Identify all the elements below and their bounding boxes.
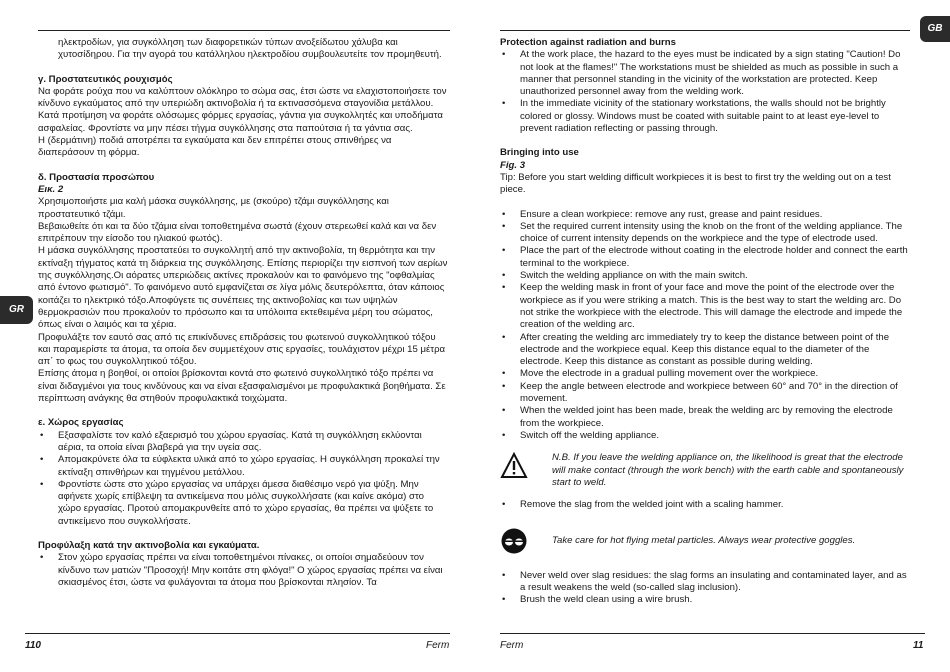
section-d-heading: δ. Προστασία προσώπου [38, 171, 155, 183]
goggles-note-text: Take care for hot flying metal particles. Always wear protective goggles. [552, 535, 856, 547]
warning-note [500, 452, 910, 489]
goggles-note [500, 527, 910, 547]
intro-paragraph: ηλεκτροδίων, για συγκόλληση των διαφορετικών τύπων ανοξείδωτου χάλυβα και χυτοσίδηρου. Για την αγορά του κατάλληλου ηλεκτροδίου συμβουλευτείτε τον προμηθευτή. [58, 37, 442, 61]
right-text-column [500, 37, 910, 607]
page-number-right: 11 [913, 640, 924, 651]
tip-paragraph: Tip: Before you start welding difficult workpieces it is best to first try the welding out on a test piece. [500, 171, 891, 196]
steps-list [500, 209, 910, 443]
list-item: • Φροντίστε ώστε στο χώρο εργασίας να υπάρχει άμεσα διαθέσιμο νερό για ψύξη. Μην αφήνετε χωρίς επίβλεψη τα αντικείμενα που μόλις συγκολλήσατε (και καίνε ακόμα) στο χώρο εργασίας. Προτού απομακρυνθείτε από το χώρο εργασίας, θα πρέπει να ψύξετε το αντικείμενο που συγκολλήσατε. [38, 479, 448, 528]
top-rule [500, 30, 910, 31]
list-item: • Place the part of the electrode without coating in the electrode holder and connect the earth terminal to the workpiece. [500, 245, 910, 270]
section-c-heading: γ. Προστατευτικός ρουχισμός [38, 73, 173, 85]
final-list [500, 570, 910, 607]
list-item: • In the immediate vicinity of the stationary workstations, the walls should not be brightly colored or glossy. Windows must be coated with suitable paint to at least eye-level to prevent radiation reflecting or passing through. [500, 98, 910, 135]
warning-triangle-icon [500, 452, 528, 480]
section-f-heading: Προφύλαξη κατά την ακτινοβολία και εγκαύματα. [38, 539, 260, 551]
list-item: • Switch off the welding appliance. [500, 430, 910, 442]
list-item: • Set the required current intensity using the knob on the front of the welding appliance. The choice of current intensity depends on the workpiece and the type of electrode used. [500, 221, 910, 246]
list-item: • Στον χώρο εργασίας πρέπει να είναι τοποθετημένοι πίνακες, οι οποίοι σημαδεύουν τον κίνδυνο των ματιών "Προσοχή! Μην κοιτάτε στη φλόγα!" Ο χώρος εργασίας πρέπει να είναι σκιασμένος έτσι, ώστε να φυλάγονται τα άτομα που βρίσκονται πλησίον. Τα [38, 552, 448, 589]
brand-footer-right: Ferm [500, 640, 524, 651]
warning-note-text: N.B. If you leave the welding appliance on, the likelihood is great that the electrode will make contact (through the work bench) with the earth cable and spontaneously start to weld. [552, 452, 904, 488]
section-e-heading: ε. Χώρος εργασίας [38, 417, 124, 429]
protection-list [500, 49, 910, 135]
goggles-icon [500, 527, 528, 555]
section-d-p5: Επίσης άτομα η βοηθοί, οι οποίοι βρίσκονται κοντά στο φωτεινό συγκολλητικό τόξο πρέπει να είναι διδαγμένοι για τους κινδύνους και να είναι εξασφαλισμένοι με προφυλακτικά βοηθήματα. Σε περίπτωση ανάγκης θα στηθούν προφυλακτικά τοιχώματα. [38, 368, 446, 405]
section-e-list [38, 430, 448, 528]
list-item: • Keep the angle between electrode and workpiece between 60° and 70° in the direction of movement. [500, 381, 910, 406]
language-tab-gb: GB [920, 16, 950, 42]
bringing-into-use-heading: Bringing into use [500, 147, 579, 159]
list-item: • Εξασφαλίστε τον καλό εξαερισμό του χώρου εργασίας. Κατά τη συγκόλληση εκλύονται αέρια, τα οποία είναι βλαβερά για την υγεία σας. [38, 430, 448, 455]
section-c-p2: Κατά προτίμηση να φοράτε ολόσωμες φόρμες εργασίας, γάντια για συγκολλητές και υποδήματα ασφαλείας. Φροντίστε να μην πέσει τήγμα συγκόλλησης στα παπούτσια ή τα γάντια σας. [38, 110, 443, 134]
list-item: • Remove the slag from the welded joint with a scaling hammer. [500, 499, 910, 511]
protection-heading: Protection against radiation and burns [500, 37, 676, 48]
bringing-figure-ref: Fig. 3 [500, 159, 526, 171]
left-text-column [38, 37, 448, 589]
list-item: • Ensure a clean workpiece: remove any rust, grease and paint residues. [500, 209, 910, 221]
spacer [500, 197, 910, 209]
section-d-p3: Η μάσκα συγκόλλησης προστατεύει το συγκολλητή από την ακτινοβολία, τη θερμότητα και την εκτίναξη τήγματος κατά τη διάρκεια της συγκόλλησης. Επίσης περιορίζει την εισπνοή των αερίων της συγκόλλησης.Οι αόρατες υπεριώδεις ακτίνες προκαλούν και το φαινόμενο της "οφθαλμίας από έντονο φωτισμό". Το φαινόμενο αυτό εμφανίζεται σε λίγα μόλις δευτερόλεπτα, όταν κάποιος κοιτάζει το ηλεκτρικό τόξο.Αποφύγετε τις συνέπειες της ακτινοβολίας και των υψηλών θερμοκρασιών που προκαλούν το πρόσωπο και τα υπόλοιπα εκτεθειμένα μέρη του σώματος, όπως είναι ο λαιμός και τα χέρια. [38, 245, 448, 331]
list-item: • Brush the weld clean using a wire brush. [500, 594, 910, 606]
section-d-figure-ref: Εικ. 2 [38, 183, 64, 195]
slag-list [500, 499, 910, 511]
section-f-list [38, 552, 448, 589]
section-d-p4: Προφυλάξτε τον εαυτό σας από τις επικίνδυνες επιδράσεις του φωτεινού συγκολλητικού τόξου και παραμερίστε τα άτομα, τα οποία δεν συμμετέχουν στις εργασίες, τουλάχιστον μέχρι 15 μέτρα απ΄ το φως του συγκολλητικού τόξου. [38, 331, 446, 368]
list-item: • Keep the welding mask in front of your face and move the point of the electrode over the workpiece as if you were striking a match. This is the best way to start the welding arc. Do not strike the workpiece with the electrode. This will damage the electrode and impede the creation of the welding arc. [500, 282, 910, 331]
list-item: • Switch the welding appliance on with the main switch. [500, 270, 910, 282]
list-item: • Απομακρύνετε όλα τα εύφλεκτα υλικά από το χώρο εργασίας. Η συγκόλληση προκαλεί την εκτίναξη σπινθήρων και τηγμένου μετάλλου. [38, 454, 448, 479]
list-item: • Never weld over slag residues: the slag forms an insulating and contaminated layer, and as a result weakens the weld (so-called slag inclusion). [500, 570, 910, 595]
page-right [475, 0, 950, 672]
page-number-left: 110 [25, 640, 41, 651]
section-d-p2: Βεβαιωθείτε ότι και τα δύο τζάμια είναι τοποθετημένα σωστά (έχουν στερεωθεί καλά και να δεν επιτρέπουν την είσοδο του ηλιακού φωτός). [38, 220, 437, 245]
list-item: • At the work place, the hazard to the eyes must be indicated by a sign stating "Caution! Do not look at the flames!" The workstations must be shielded as much as possible in such a manner that personnel standing in the vicinity of the workstation are protected. Keep unauthorized personnel away from the welding work. [500, 49, 910, 98]
section-c-p3: Η (δερμάτινη) ποδιά αποτρέπει τα εγκαύματα και δεν επιτρέπει στους σπινθήρες να διαπεράσουν τη φόρμα. [38, 135, 392, 159]
list-item: • Move the electrode in a gradual pulling movement over the workpiece. [500, 368, 910, 380]
list-item: • After creating the welding arc immediately try to keep the distance between point of the electrode and the workpiece equal. Keep this distance equal to the diameter of the electrode. Keep this distance as constant as possible during welding. [500, 332, 910, 369]
bottom-rule [25, 633, 450, 634]
bottom-rule [500, 633, 925, 634]
top-rule [38, 30, 450, 31]
brand-footer-left: Ferm [426, 640, 450, 651]
language-tab-gr: GR [0, 296, 33, 324]
section-d-p1: Χρησιμοποιήστε μια καλή μάσκα συγκόλλησης, με (σκούρο) τζάμι συγκόλλησης και προστατευτικό τζάμι. [38, 196, 389, 220]
list-item: • When the welded joint has been made, break the welding arc by removing the electrode from the workpiece. [500, 405, 910, 430]
section-c-p1: Να φοράτε ρούχα που να καλύπτουν ολόκληρο το σώμα σας, έτσι ώστε να ελαχιστοποιήσετε τον κίνδυνο εγκαύματος από την υπεριώδη ακτινοβολία ή τα εκτινασσόμενα σταγονίδια μετάλλου. [38, 85, 447, 110]
